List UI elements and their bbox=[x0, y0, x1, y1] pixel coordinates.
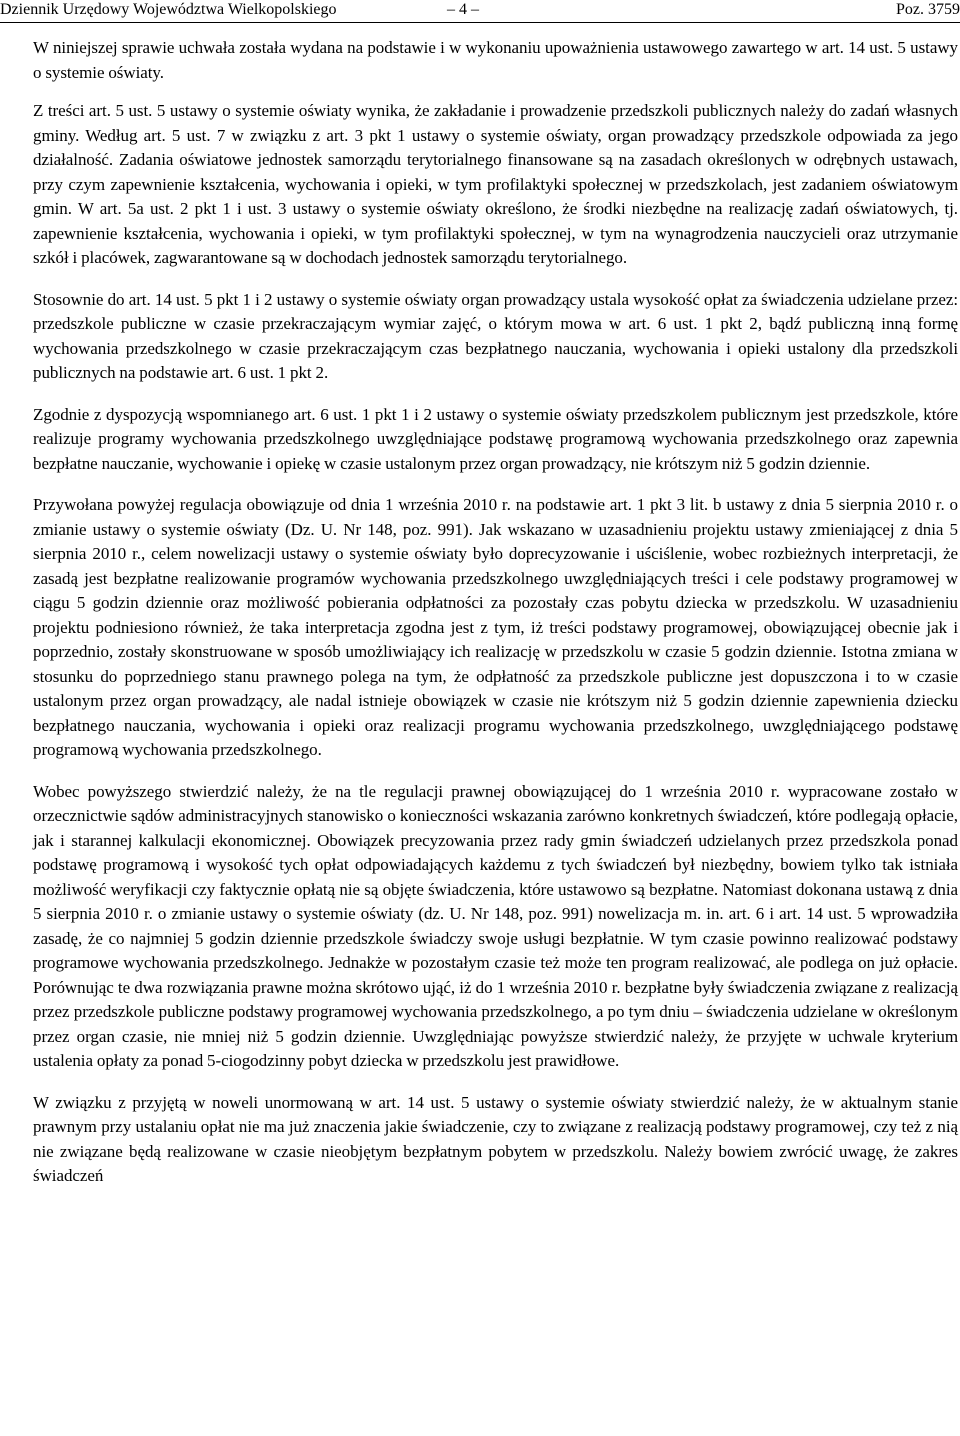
paragraph-case-law: Wobec powyższego stwierdzić należy, że na tle regulacji prawnej obowiązującej do 1 września 2010 r. wypracowane zostało w orzecznictwie sądów administracyjnych stanowisko o konieczności wskazania zarówno konkretnych świadczeń, które podlegają opłacie, jak i starannej kalkulacji ekonomicznej. Obowiązek precyzowania przez rady gmin świadczeń udzielanych przez przedszkola ponad podstawę programową i wysokość tych opłat odpowiadających każdemu z tych świadczeń był niezbędny, bowiem tylko tak istniała możliwość weryfikacji czy faktycznie opłatą nie są objęte świadczenia, które ustawowo są bezpłatne. Natomiast dokonana ustawą z dnia 5 sierpnia 2010 r. o zmianie ustawy o systemie oświaty (dz. U. Nr 148, poz. 991) nowelizacja m. in. art. 6 i art. 14 ust. 5 wprowadziła zasadę, że co najmniej 5 godzin dziennie przedszkole świadczy swoje usługi bezpłatnie. W tym czasie powinno realizować podstawy programowe wychowania przedszkolnego. Jednakże w pozostałym czasie też może ten program realizować, ale podlega on już opłacie. Porównując te dwa rozwiązania prawne można skrótowo ująć, iż do 1 września 2010 r. bezpłatne były świadczenia związane z realizacją przez przedszkole publiczne podstawy programowej wychowania przedszkolnego, a po tym dniu – świadczenia udzielane w określonym przez organ czasie, nie mniej niż 5 godzin dziennie. Uwzględniając powyższe stwierdzić należy, że przyjęte w uchwale kryterium ustalenia opłaty za ponad 5-ciogodzinny pobyt dziecka w przedszkolu jest prawidłowe. bbox=[33, 781, 958, 1070]
paragraph-fees-basis: Stosownie do art. 14 ust. 5 pkt 1 i 2 ustawy o systemie oświaty organ prowadzący ustala wysokość opłat za świadczenia udzielane przez: przedszkole publiczne w czasie przekraczającym wymiar zajęć, o którym mowa w art. 6 ust. 1 pkt 2, bądź publiczną inną formę wychowania przedszkolnego w czasie przekraczającym czas bezpłatnego nauczania, wychowania i opieki ustalony dla przedszkoli publicznych na podstawie art. 6 ust. 1 pkt 2. bbox=[33, 289, 958, 382]
paragraph-amendment: Przywołana powyżej regulacja obowiązuje od dnia 1 września 2010 r. na podstawie art. 1 pkt 3 lit. b ustawy z dnia 5 sierpnia 2010 r. o zmianie ustawy o systemie oświaty (Dz. U. Nr 148, poz. 991). Jak wskazano w uzasadnieniu projektu ustawy zmieniającej z dnia 5 sierpnia 2010 r., celem nowelizacji ustawy o systemie oświaty było doprecyzowanie i uściślenie, wobec rozbieżnych interpretacji, że zasadą jest bezpłatne realizowanie programów wychowania przedszkolnego uwzględniających treści i cele podstawy programowej w ciągu 5 godzin dziennie oraz możliwość pobierania odpłatności za pozostały czas pobytu dziecka w przedszkolu. W uzasadnieniu projektu podniesiono również, że taka interpretacja zgodna jest z tym, iż treści podstawy programowej, obowiązującej obecnie jak i poprzednio, zostały skonstruowane w sposób umożliwiający ich realizację w przedszkolu w czasie 5 godzin dziennie. Istotna zmiana w stosunku do poprzedniego stanu prawnego polega na tym, że odpłatność za przedszkole publiczne jest dopuszczona i to w czasie ustalonym przez organ prowadzący, ale nadal istnieje obowiązek w czasie nie krótszym niż 5 godzin dziennie zapewnienia dziecku bezpłatnego nauczania, wychowania i opieki oraz realizacji programu wychowania przedszkolnego, uwzględniającego podstawę programową wychowania przedszkolnego. bbox=[33, 495, 958, 759]
paragraph-conclusion: W związku z przyjętą w noweli unormowaną w art. 14 ust. 5 ustawy o systemie oświaty stwierdzić należy, że w aktualnym stanie prawnym przy ustalaniu opłat nie ma już znaczenia jakie świadczenie, czy to związane z realizacją podstawy programowej, czy też z nią nie związane będą realizowane w czasie nieobjętym bezpłatnym pobytem w przedszkolu. Należy bowiem zwrócić uwagę, że zakres świadczeń bbox=[33, 1092, 958, 1185]
paragraph-legal-basis: W niniejszej sprawie uchwała została wydana na podstawie i w wykonaniu upoważnienia ustawowego zawartego w art. 14 ust. 5 ustawy o systemie oświaty. bbox=[33, 38, 958, 82]
document-body bbox=[33, 36, 958, 1206]
journal-title: Dziennik Urzędowy Województwa Wielkopolskiego bbox=[0, 1, 337, 18]
position-number: Poz. 3759 bbox=[896, 1, 960, 18]
page-header bbox=[0, 0, 960, 23]
paragraph-own-tasks: Z treści art. 5 ust. 5 ustawy o systemie oświaty wynika, że zakładanie i prowadzenie przedszkoli publicznych należy do zadań własnych gminy. Według art. 5 ust. 7 w związku z art. 3 pkt 1 ustawy o systemie oświaty, organ prowadzący przedszkole odpowiada za jego działalność. Zadania oświatowe jednostek samorządu terytorialnego finansowane są na zasadach określonych w odrębnych ustawach, przy czym zapewnienie kształcenia, wychowania i opieki, w tym profilaktyki społecznej w przedszkolach, jest zadaniem oświatowym gmin. W art. 5a ust. 2 pkt 1 i ust. 3 ustawy o systemie oświaty określono, że środki niezbędne na realizację zadań oświatowych, tj. zapewnienie kształcenia, wychowania i opieki, w tym profilaktyki społecznej, w tym na wynagrodzenia nauczycieli oraz utrzymanie szkół i placówek, zagwarantowane są w dochodach jednostek samorządu terytorialnego. bbox=[33, 101, 958, 267]
paragraph-public-preschool: Zgodnie z dyspozycją wspomnianego art. 6 ust. 1 pkt 1 i 2 ustawy o systemie oświaty przedszkolem publicznym jest przedszkole, które realizuje programy wychowania przedszkolnego uwzględniające podstawę programową wychowania przedszkolnego oraz zapewnia bezpłatne nauczanie, wychowanie i opiekę w czasie ustalonym przez organ prowadzący, nie krótszym niż 5 godzin dziennie. bbox=[33, 404, 958, 473]
page-number: – 4 – bbox=[447, 1, 479, 18]
